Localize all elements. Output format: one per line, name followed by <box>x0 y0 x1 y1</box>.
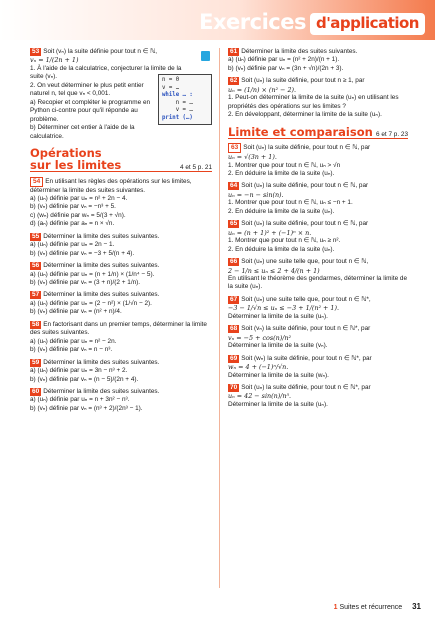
section-title: sur les limites <box>30 159 212 172</box>
question-2b: b) Déterminer cet entier à l'aide de la calculatrice. <box>30 124 135 140</box>
chapter-number: 1 <box>333 604 338 612</box>
exercise-text: Soit (vₙ) la suite définie, pour tout n ∈ ℕ*, par <box>241 325 371 333</box>
section-title: Opérations <box>30 145 102 160</box>
exercise-number: 54 <box>30 177 43 187</box>
page-number: 31 <box>412 602 421 612</box>
exercise-66 <box>228 258 408 292</box>
question-a: a) (uₙ) définie par uₙ = 3n − n³ + 2. <box>30 367 128 375</box>
section-comparaison <box>228 126 408 139</box>
code-line: v = … <box>162 84 180 91</box>
exercise-number: 65 <box>230 220 238 228</box>
exercise-text: Soit (uₙ) une suite telle que, pour tout n ∈ ℕ*, <box>241 295 371 303</box>
question-1: 1. Montrer que pour tout n ∈ ℕ, uₙ ≤ −n + 1. <box>228 199 353 207</box>
section-ref: 4 et 5 p. 21 <box>180 164 212 172</box>
code-line: n = … <box>162 99 193 106</box>
exercise-number: 62 <box>230 77 238 85</box>
left-column <box>30 48 212 417</box>
question-1: 1. À l'aide de la calculatrice, conjecturer la limite de la suite (vₙ). <box>30 64 182 81</box>
formula: uₙ = 42 − sin(n)/n⁵. <box>228 392 292 401</box>
exercise-61 <box>228 48 408 73</box>
exercise-text: En factorisant dans un premier temps, déterminer la limite des suites suivantes. <box>30 320 207 337</box>
formula: −3 − 1/√n ≤ uₙ ≤ −3 + 1/(n² + 1). <box>228 304 340 313</box>
exercise-57 <box>30 291 212 316</box>
question-2a: a) Recopier et compléter le programme en Python ci-contre pour qu'il réponde au problème. <box>30 98 151 123</box>
exercise-number: 61 <box>230 48 238 55</box>
exercise-number: 69 <box>230 354 238 362</box>
exercise-55 <box>30 233 212 258</box>
question-a: a) (uₙ) définie par uₙ = (n² + 2n)/(n + 1). <box>228 56 340 64</box>
formula: wₙ = 4 + (−1)ⁿ/√n. <box>228 363 289 372</box>
exercise-59 <box>30 359 212 384</box>
code-line: while … : <box>162 92 193 99</box>
exercise-65 <box>228 220 408 254</box>
exercise-number: 70 <box>230 383 238 391</box>
question-b: b) (vₙ) définie par vₙ = −3 + 5/(n + 4). <box>30 249 135 257</box>
page-header <box>0 0 435 44</box>
exercise-number: 67 <box>230 295 238 303</box>
exercise-number: 55 <box>32 232 40 240</box>
exercise-number: 53 <box>32 48 40 55</box>
exercise-text: Soit (vₙ) la suite définie pour tout n ∈ ℕ, <box>43 48 157 55</box>
formula: vₙ = −5 + cos(n)/n² <box>228 333 292 342</box>
question-a: a) (uₙ) définie par uₙ = n² + 2n − 4. <box>30 194 128 202</box>
exercise-text: Déterminer la limite des suites suivantes. <box>241 48 358 55</box>
question-b: b) (vₙ) définie par vₙ = −n³ + 5. <box>30 203 116 211</box>
page-footer <box>334 602 421 613</box>
question-b: b) (vₙ) définie par vₙ = (n − 5)/(2n + 4). <box>30 375 139 383</box>
exercise-text: En utilisant les règles des opérations sur les limites, déterminer la limite des suites suivantes. <box>30 177 192 194</box>
formula: uₙ = (1/n) × (n² − 2). <box>228 85 297 94</box>
question-2: 2. En déduire la limite de la suite (uₙ). <box>228 245 335 253</box>
question-2: 2. En développant, déterminer la limite de la suite (uₙ). <box>228 111 382 119</box>
exercise-number: 59 <box>32 358 40 366</box>
section-title: Limite et comparaison <box>228 126 408 139</box>
exercise-text: Déterminer la limite des suites suivantes. <box>43 358 160 366</box>
question: Déterminer la limite de la suite (uₙ). <box>228 312 328 320</box>
right-column <box>228 48 408 413</box>
formula: 2 − 1/n ≤ uₙ ≤ 2 + 4/(n + 1) <box>228 266 320 275</box>
question-a: a) (uₙ) définie par uₙ = n² − 2n. <box>30 337 117 345</box>
formula: uₙ = −n − sin(n). <box>228 190 284 199</box>
exercise-70 <box>228 384 408 409</box>
exercise-53 <box>30 48 212 141</box>
formula: uₙ = (n + 1)² + (−1)ⁿ × n. <box>228 228 312 237</box>
exercise-text: Soit (uₙ) la suite définie, pour tout n ∈ ℕ, par <box>243 144 371 152</box>
exercise-60 <box>30 388 212 413</box>
question-b: b) (vₙ) définie par vₙ = (n² + n)/4. <box>30 308 122 316</box>
exercise-56 <box>30 262 212 287</box>
code-line: n = 0 <box>162 77 180 83</box>
question-a: a) (uₙ) définie par uₙ = 2n − 1. <box>30 241 115 249</box>
question-c: c) (wₙ) définie par wₙ = 5/(3 + √n). <box>30 211 126 219</box>
exercise-number: 63 <box>228 143 241 153</box>
question: Déterminer la limite de la suite (uₙ). <box>228 400 328 408</box>
code-line: print (…) <box>162 114 193 121</box>
exercise-number: 57 <box>32 291 40 299</box>
exercise-69 <box>228 355 408 380</box>
exercise-text: Soit (uₙ) la suite définie, pour tout n ≥ 1, par <box>241 77 365 85</box>
question-b: b) (vₙ) définie par vₙ = (3 + n)/(2 + 1/n). <box>30 279 141 287</box>
question: En utilisant le théorème des gendarmes, déterminer la limite de la suite (uₙ). <box>228 274 408 291</box>
exercise-63 <box>228 143 408 178</box>
question-1: 1. Peut-on déterminer la limite de la suite (uₙ) en utilisant les propriétés des opérations sur les limites ? <box>228 94 399 110</box>
question-2: 2. En déduire la limite de la suite (uₙ). <box>228 169 335 177</box>
exercise-number: 64 <box>230 182 238 190</box>
section-operations <box>30 147 212 173</box>
question-b: b) (vₙ) définie par vₙ = (3n + √n)/(2n + 3). <box>228 64 344 72</box>
exercise-number: 60 <box>32 388 40 396</box>
exercise-text: Déterminer la limite des suites suivantes. <box>43 291 160 299</box>
header-title-pill: d'application <box>310 13 425 35</box>
exercise-text: Soit (uₙ) la suite définie, pour tout n ∈ ℕ*, par <box>241 383 371 391</box>
question-1: 1. Montrer que pour tout n ∈ ℕ, uₙ > √n <box>228 161 341 169</box>
question-2: 2. On veut déterminer le plus petit entier naturel n, tel que vₙ < 0,001. <box>30 81 144 98</box>
exercise-54 <box>30 177 212 229</box>
exercise-text: Déterminer la limite des suites suivantes. <box>43 262 160 270</box>
question-b: b) (vₙ) définie par vₙ = (n³ + 2)/(2n³ − 1). <box>30 404 143 412</box>
question-a: a) (uₙ) définie par uₙ = (2 − n²) × (1/√n − 2). <box>30 299 152 307</box>
question-d: d) (aₙ) définie par aₙ = n × √n. <box>30 220 115 228</box>
exercise-68 <box>228 325 408 350</box>
chapter-title: Suites et récurrence <box>339 604 403 612</box>
exercise-text: Soit (uₙ) la suite définie, pour tout n ∈ ℕ, par <box>241 182 369 190</box>
question: Déterminer la limite de la suite (vₙ). <box>228 342 328 350</box>
exercise-text: Soit (wₙ) la suite définie, pour tout n ∈ ℕ*, par <box>241 354 372 362</box>
formula: vₙ = 1/(2n + 1) <box>30 56 79 65</box>
question-a: a) (uₙ) définie par uₙ = (n + 1/n) × (1/n⁴ − 5). <box>30 270 155 278</box>
exercise-number: 68 <box>230 325 238 333</box>
question-2: 2. En déduire la limite de la suite (uₙ). <box>228 207 335 215</box>
header-title <box>199 9 425 37</box>
exercise-number: 66 <box>230 258 238 266</box>
exercise-64 <box>228 182 408 216</box>
question-1: 1. Montrer que pour tout n ∈ ℕ, uₙ ≥ n². <box>228 237 341 245</box>
question: Déterminer la limite de la suite (wₙ). <box>228 371 329 379</box>
exercise-58 <box>30 321 212 355</box>
formula: uₙ = √(3n + 1). <box>228 153 277 162</box>
exercise-67 <box>228 296 408 321</box>
exercise-number: 58 <box>32 320 40 328</box>
code-line: v = … <box>162 107 193 114</box>
exercise-text: Déterminer la limite des suites suivantes. <box>43 388 160 396</box>
section-ref: 6 et 7 p. 23 <box>376 130 408 138</box>
exercise-text: Soit (uₙ) la suite définie, pour tout n ∈ ℕ, par <box>241 220 369 228</box>
exercise-text: Déterminer la limite des suites suivantes. <box>43 232 160 240</box>
header-title-main: Exercices <box>199 10 306 34</box>
exercise-62 <box>228 77 408 119</box>
question-b: b) (vₙ) définie par vₙ = n − n³. <box>30 346 113 354</box>
column-divider <box>219 48 220 588</box>
question-a: a) (uₙ) définie par uₙ = n + 3n² − n³. <box>30 396 130 404</box>
exercise-text: Soit (uₙ) une suite telle que, pour tout n ∈ ℕ, <box>241 258 369 266</box>
exercise-number: 56 <box>32 262 40 270</box>
